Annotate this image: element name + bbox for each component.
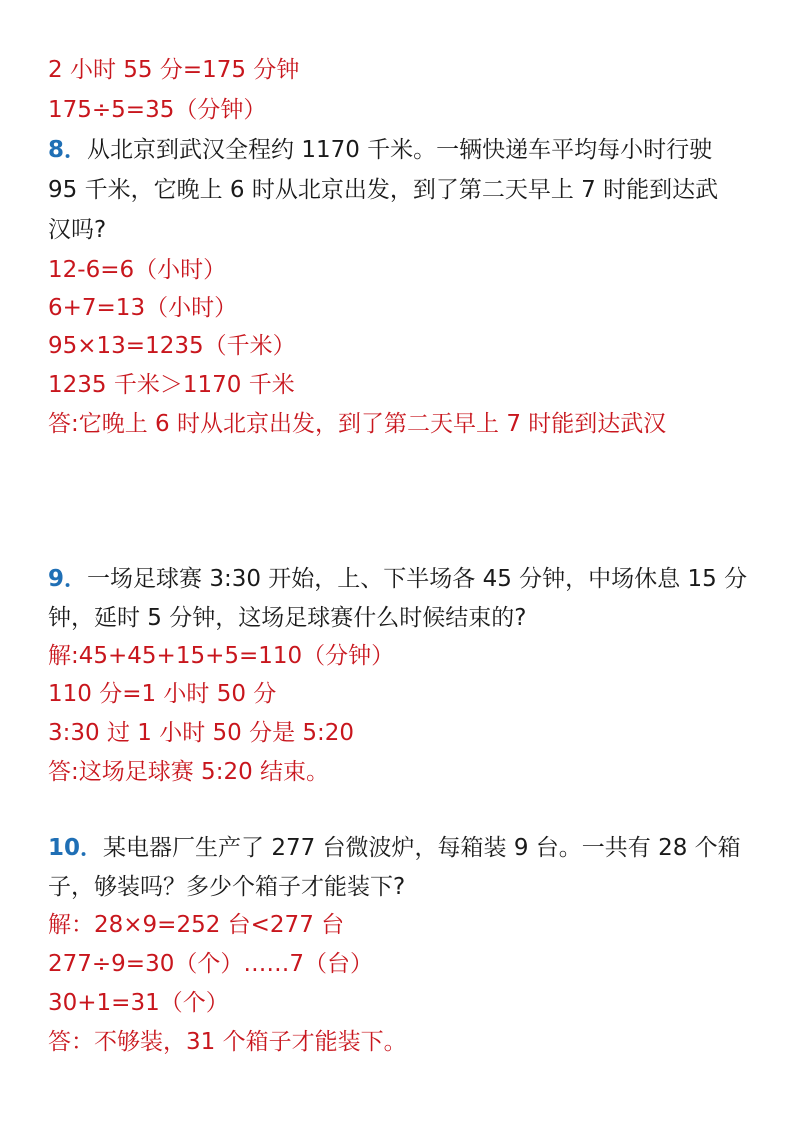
q8-separator: ． xyxy=(64,137,88,163)
q10-solution-line-1: 解：28×9=252 台<277 台 xyxy=(48,912,345,938)
q8-question-line-2: 95 千米，它晚上 6 时从北京出发，到了第二天早上 7 时能到达武 xyxy=(48,177,719,203)
q10-question-line-2: 子，够装吗？多少个箱子才能装下? xyxy=(48,874,406,900)
q10-question-line-1 xyxy=(48,834,753,862)
q9-solution-line-3: 3:30 过 1 小时 50 分是 5:20 xyxy=(48,720,355,746)
q8-question-text-1: 从北京到武汉全程约 1170 千米。一辆快递车平均每小时行驶 xyxy=(87,137,713,163)
q9-separator: ． xyxy=(64,566,88,592)
q10-question-text-1: 某电器厂生产了 277 台微波炉，每箱装 9 台。一共有 28 个箱 xyxy=(103,835,741,861)
q9-question-line-2: 钟，延时 5 分钟，这场足球赛什么时候结束的? xyxy=(48,605,527,631)
q8-solution-line-1: 12-6=6（小时） xyxy=(48,257,227,283)
q8-question-line-1 xyxy=(48,136,753,164)
q8-question-line-3: 汉吗? xyxy=(48,217,107,243)
carry-over-line-1: 2 小时 55 分=175 分钟 xyxy=(48,57,300,83)
q10-separator: ． xyxy=(80,835,104,861)
q9-answer-line: 答:这场足球赛 5:20 结束。 xyxy=(48,759,330,785)
q8-number: 8 xyxy=(48,137,65,163)
q10-number: 10 xyxy=(48,835,81,861)
q10-solution-line-3: 30+1=31（个） xyxy=(48,990,229,1016)
q9-question-text-1: 一场足球赛 3:30 开始，上、下半场各 45 分钟，中场休息 15 分 xyxy=(87,566,748,592)
q8-solution-line-4: 1235 千米＞1170 千米 xyxy=(48,372,295,398)
carry-over-line-2: 175÷5=35（分钟） xyxy=(48,97,267,123)
q10-solution-line-2: 277÷9=30（个）……7（台） xyxy=(48,951,373,977)
q9-solution-line-2: 110 分=1 小时 50 分 xyxy=(48,681,277,707)
q8-solution-line-2: 6+7=13（小时） xyxy=(48,295,238,321)
q8-answer-line: 答:它晚上 6 时从北京出发，到了第二天早上 7 时能到达武汉 xyxy=(48,411,667,437)
q8-solution-line-3: 95×13=1235（千米） xyxy=(48,333,296,359)
q10-answer-line: 答：不够装，31 个箱子才能装下。 xyxy=(48,1029,407,1055)
q9-number: 9 xyxy=(48,566,65,592)
q9-solution-line-1: 解:45+45+15+5=110（分钟） xyxy=(48,643,395,669)
q9-question-line-1 xyxy=(48,565,753,593)
